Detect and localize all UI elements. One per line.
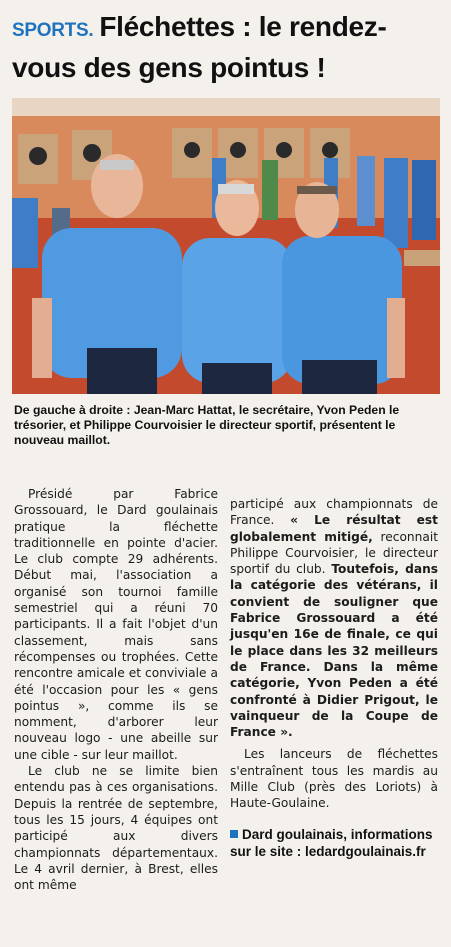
info-box [230,826,438,860]
section-kicker: SPORTS. [12,20,94,41]
paragraph: Les lanceurs de fléchettes s'entraînent tous les mardis au Mille Club (près des Loriots) à Haute-Goulaine. [230,747,438,811]
article-column-right [230,496,438,860]
article-photo [12,98,440,394]
quote-text: « Le résultat est globalement mitigé, [230,513,438,544]
ceiling [12,98,440,116]
photo-illustration [12,98,440,394]
paragraph: Présidé par Fabrice Grossouard, le Dard goulainais pratique la fléchette traditionnelle en pointe d'acier. Le club compte 29 adhérents. Début mai, l'association a organisé son tournoi famille semestriel qui a réuni 70 participants. Il a fait l'objet d'un classement, mais sans récompenses ou trophées. Cette rencontre amicale et conviviale a été l'occasion pour les « gens pointus », comme ils se nomment, d'arborer leur nouveau logo - une abeille sur une cible - sur leur maillot. [14,487,218,762]
info-text: Dard goulainais, informations sur le site : ledardgoulainais.fr [230,826,433,859]
text-run: reconnait Philippe Courvoisier, le directeur sportif du club. [230,529,438,577]
headline-line-2: vous des gens pointus ! [12,52,326,83]
photo-caption: De gauche à droite : Jean-Marc Hattat, le secrétaire, Yvon Peden le trésorier, et Philippe Courvoisier le directeur sportif, présentent le nouveau maillot. [14,403,400,447]
paragraph [230,496,438,740]
headline [12,8,442,86]
text-run: participé aux championnats de France. [230,497,438,528]
table [404,250,440,266]
headline-line-1: Fléchettes : le rendez- [99,11,387,42]
quote-text: Toutefois, dans la catégorie des vétérans, il convient de souligner que Fabrice Grossouard a été jusqu'en 16e de finale, ce qui le place dans les 32 meilleurs de France. Dans la même catégorie, Yvon Peden a été confronté à Didier Prigout, le vainqueur de la Coupe de France ». [230,562,438,740]
article-column-left [14,486,218,893]
bullet-square-icon [230,830,238,838]
paragraph: Le club ne se limite bien entendu pas à ces organisations. Depuis la rentrée de septembre, tous les 15 jours, 4 équipes ont participé aux divers championnats départementaux. Le 4 avril dernier, à Brest, elles ont même [14,764,218,893]
